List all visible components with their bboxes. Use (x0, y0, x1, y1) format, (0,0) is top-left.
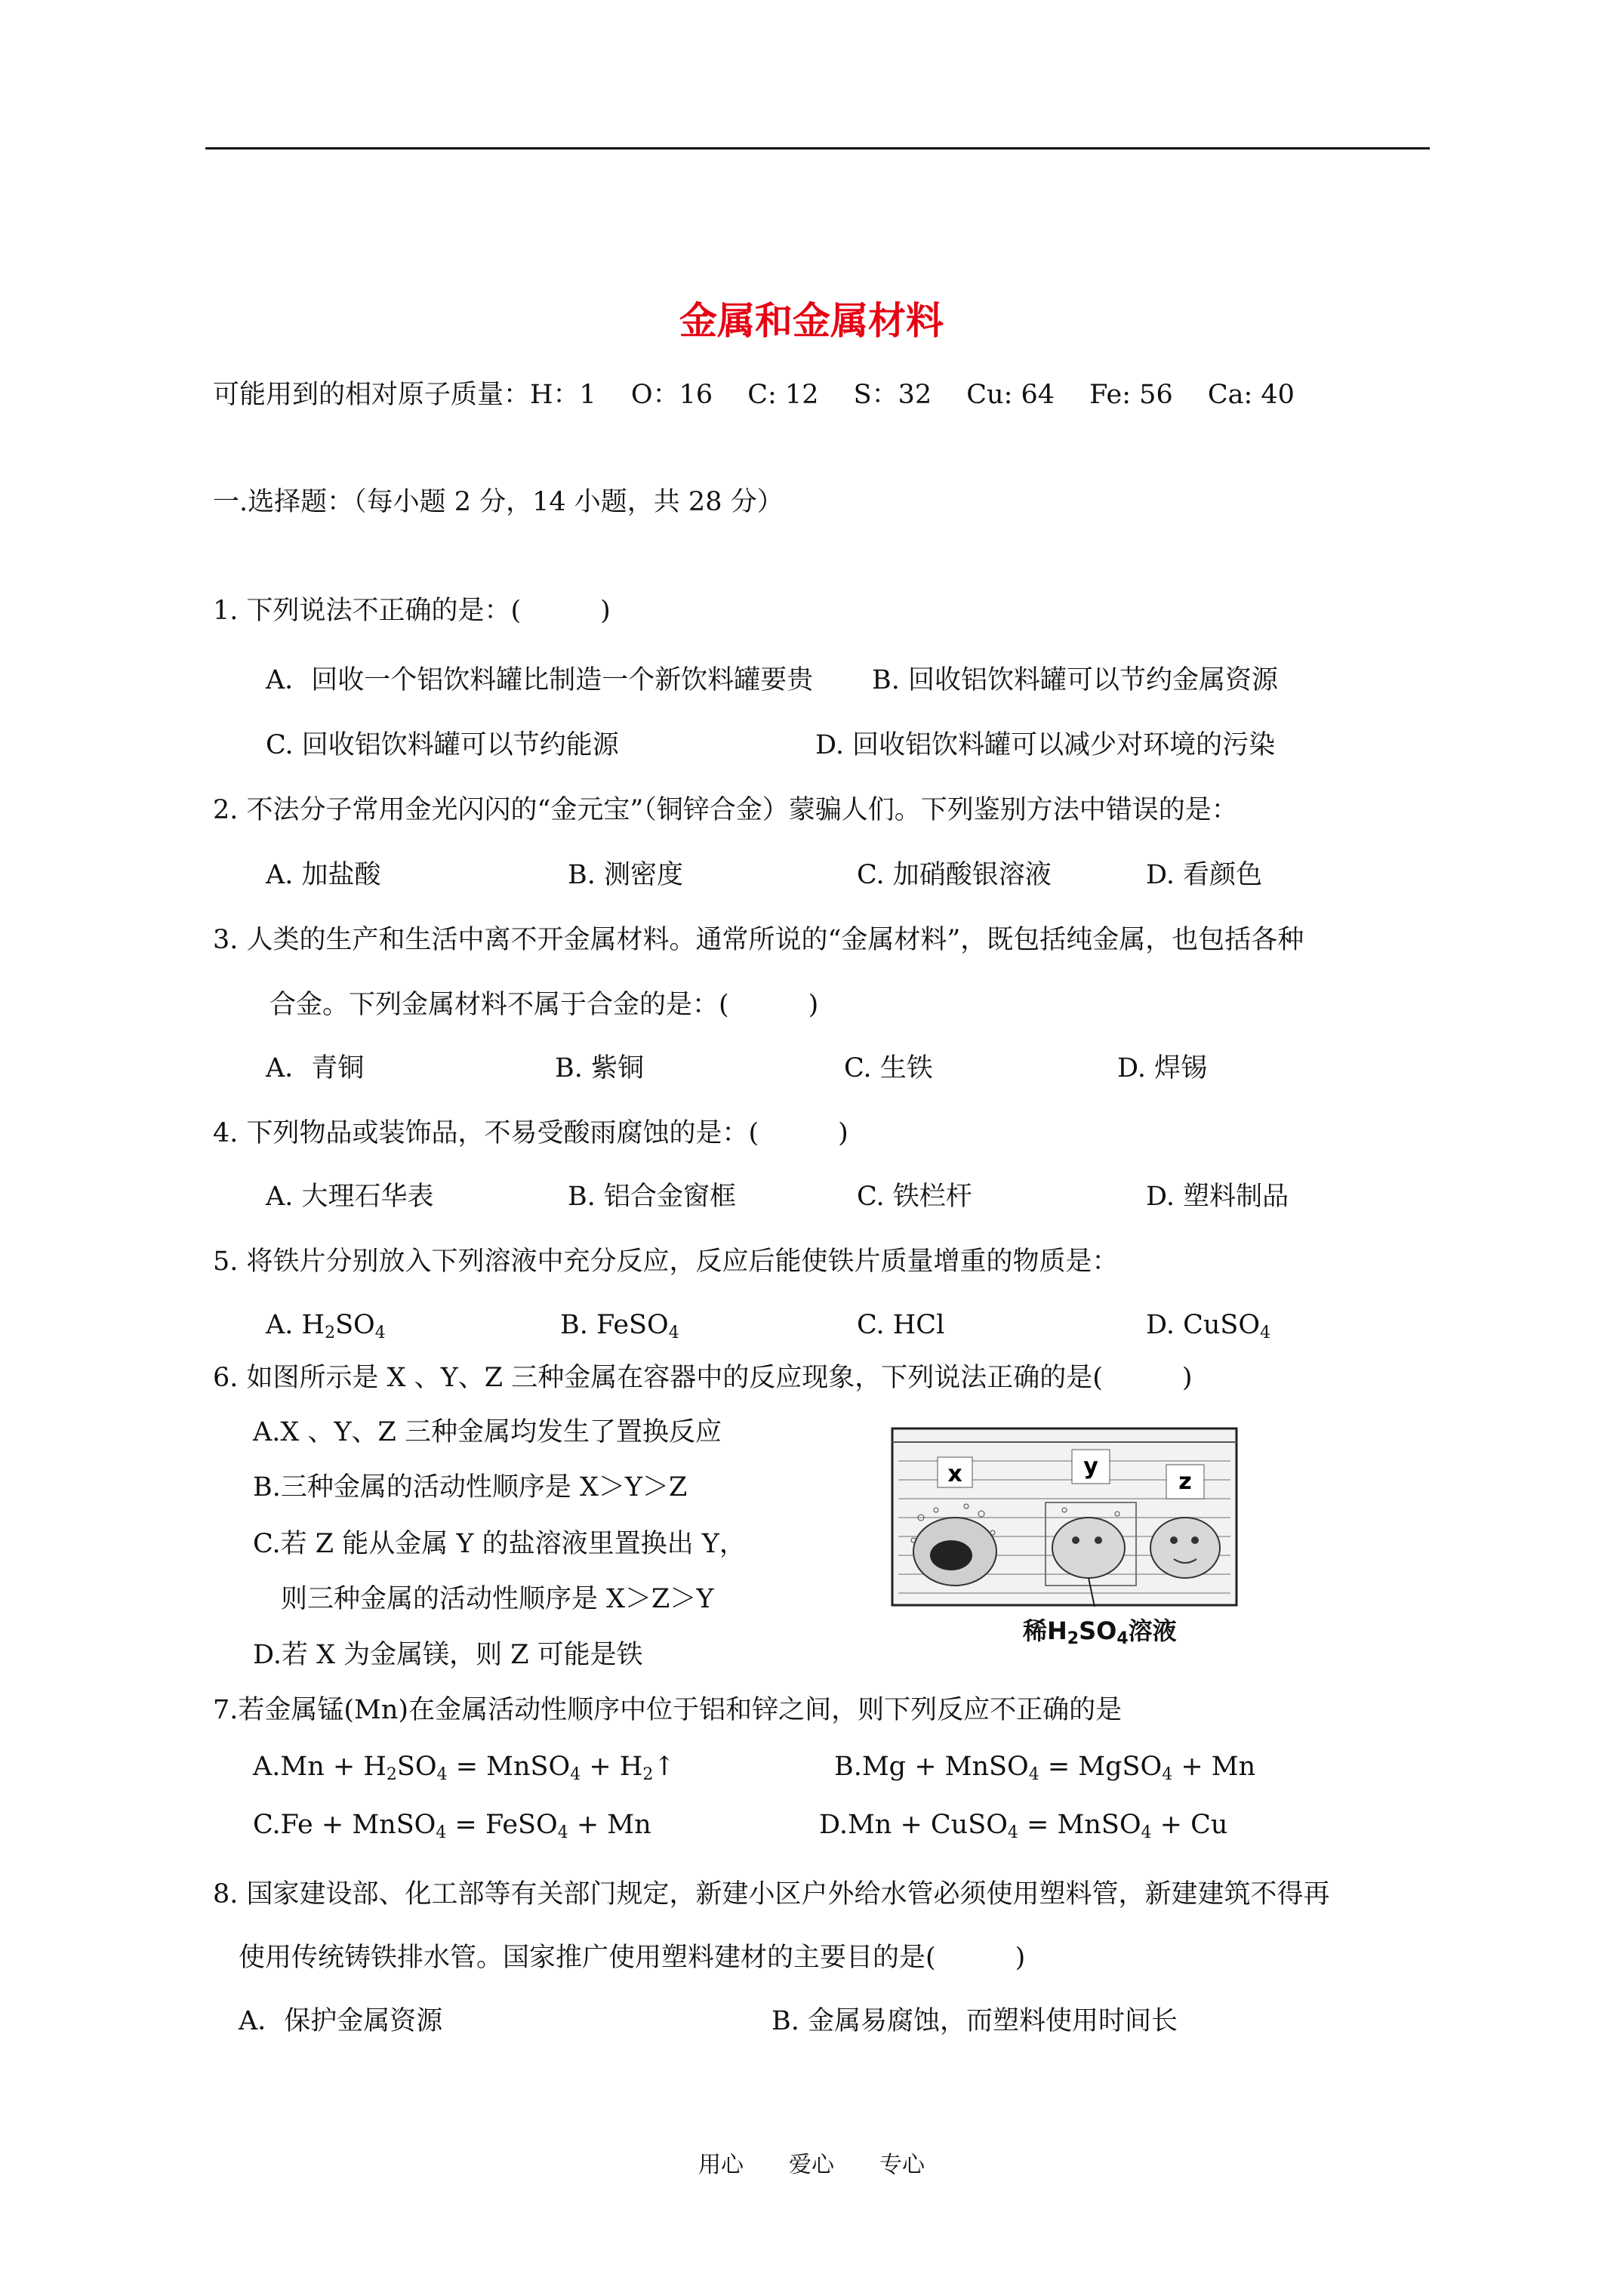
q2-stem: 2. 不法分子常用金光闪闪的“金元宝”（铜锌合金）蒙骗人们。下列鉴别方法中错误的是： (213, 795, 1238, 825)
q7-option-c: C.Fe + MnSO$_4$ = FeSO$_4$ + Mn (253, 1810, 651, 1842)
q1-option-c: C. 回收铝饮料罐可以节约能源 (266, 730, 619, 760)
q8-option-b: B. 金属易腐蚀，而塑料使用时间长 (771, 2006, 1178, 2036)
label-z: z (1178, 1469, 1192, 1495)
figure-caption: 稀$H_2SO_4$溶液 (1023, 1616, 1177, 1648)
q6-option-b: B.三种金属的活动性顺序是 X＞Y＞Z (253, 1472, 688, 1502)
q2-option-c: C. 加硝酸银溶液 (857, 860, 1052, 890)
q4-option-b: B. 铝合金窗框 (568, 1182, 736, 1212)
page-title: 金属和金属材料 (679, 299, 944, 343)
metal-z-icon (1150, 1518, 1220, 1578)
q6-option-c-line2: 则三种金属的活动性顺序是 X＞Z＞Y (281, 1584, 714, 1614)
q5-option-d: D. CuSO$_4$ (1146, 1310, 1271, 1342)
q3-stem-line1: 3. 人类的生产和生活中离不开金属材料。通常所说的“金属材料”，既包括纯金属，也包括各种 (213, 925, 1304, 955)
q7-option-a: $A.Mn + H_2SO_4$ = MnSO$_4$ + $H_2↑$ (253, 1752, 676, 1784)
q8-option-a: A．保护金属资源 (239, 2006, 443, 2036)
q5-option-c: C. HCl (857, 1310, 945, 1340)
q8-stem-line1: 8. 国家建设部、化工部等有关部门规定，新建小区户外给水管必须使用塑料管，新建建筑不得再 (213, 1879, 1330, 1909)
page-footer: 用心 爱心 专心 (698, 2152, 925, 2178)
q5-option-b: B. FeSO$_4$ (560, 1310, 679, 1342)
label-x: x (947, 1461, 962, 1487)
q8-stem-line2: 使用传统铸铁排水管。国家推广使用塑料建材的主要目的是( ) (239, 1943, 1026, 1973)
q7-stem: 7.若金属锰(Mn)在金属活动性顺序中位于铝和锌之间，则下列反应不正确的是 (213, 1695, 1123, 1725)
section-heading: 一.选择题：（每小题 2 分，14 小题，共 28 分） (213, 487, 784, 517)
q3-option-a: A．青铜 (266, 1053, 365, 1083)
q3-option-c: C. 生铁 (844, 1053, 933, 1083)
q1-stem: 1. 下列说法不正确的是：( ) (213, 596, 611, 626)
q3-option-b: B. 紫铜 (555, 1053, 644, 1083)
label-y: y (1083, 1453, 1098, 1480)
q1-option-b: B. 回收铝饮料罐可以节约金属资源 (872, 665, 1278, 695)
q7-option-d: D.Mn + CuSO$_4$ = MnSO$_4$ + Cu (819, 1810, 1228, 1842)
q4-option-c: C. 铁栏杆 (857, 1182, 972, 1212)
q5-stem: 5. 将铁片分别放入下列溶液中充分反应，反应后能使铁片质量增重的物质是： (213, 1247, 1119, 1277)
q3-option-d: D. 焊锡 (1117, 1053, 1208, 1083)
q6-option-c-line1: C.若 Z 能从金属 Y 的盐溶液里置换出 Y， (253, 1529, 746, 1559)
atomic-masses: 可能用到的相对原子质量：H：1 O：16 C: 12 S：32 Cu: 64 Fe: 56 Ca: 40 (213, 380, 1295, 410)
beaker-illustration (891, 1427, 1238, 1608)
q5-option-a: A. $H_2SO_4$ (266, 1310, 386, 1342)
q1-option-d: D. 回收铝饮料罐可以减少对环境的污染 (815, 730, 1276, 760)
q6-stem: 6. 如图所示是 X 、Y、Z 三种金属在容器中的反应现象，下列说法正确的是( ) (213, 1363, 1193, 1393)
header-rule (205, 147, 1430, 149)
q2-option-d: D. 看颜色 (1146, 860, 1263, 890)
q1-option-a: A．回收一个铝饮料罐比制造一个新饮料罐要贵 (266, 665, 814, 695)
q3-stem-line2: 合金。下列金属材料不属于合金的是：( ) (269, 990, 819, 1020)
q6-option-d: D.若 X 为金属镁，则 Z 可能是铁 (253, 1640, 643, 1670)
q7-option-b: B.Mg + MnSO$_4$ = MgSO$_4$ + Mn (834, 1752, 1256, 1784)
q2-option-b: B. 测密度 (568, 860, 683, 890)
q2-option-a: A. 加盐酸 (266, 860, 381, 890)
q4-stem: 4. 下列物品或装饰品，不易受酸雨腐蚀的是：( ) (213, 1118, 848, 1148)
q4-option-d: D. 塑料制品 (1146, 1182, 1289, 1212)
q4-option-a: A. 大理石华表 (266, 1182, 434, 1212)
q6-option-a: A.X 、Y、Z 三种金属均发生了置换反应 (253, 1417, 722, 1447)
beaker-figure (891, 1427, 1238, 1608)
